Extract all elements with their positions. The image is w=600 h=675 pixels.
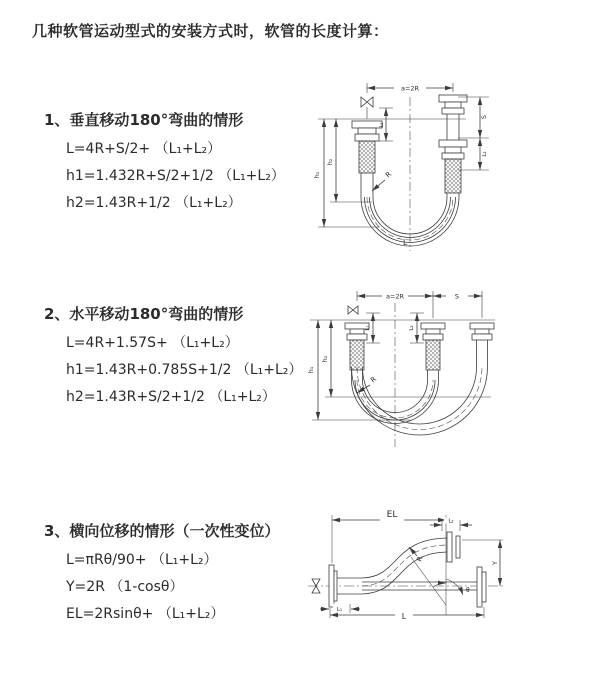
- radius-label: R: [415, 555, 425, 563]
- dim-label-s: S: [454, 292, 460, 301]
- right-pipe-fitting: [439, 95, 467, 193]
- braided-hose-section: [445, 159, 461, 193]
- valve-icon: [361, 97, 373, 107]
- section2-formula-L: L=4R+1.57S+ （L₁+L₂）: [66, 335, 239, 351]
- dim-label-a2r: a=2R: [400, 84, 420, 93]
- dim-label-el: EL: [386, 510, 398, 520]
- dim-label-h2: h₂: [326, 158, 334, 166]
- angle-theta-label: θ: [466, 587, 470, 594]
- braided-hose-section: [350, 340, 364, 370]
- braided-hose-section: [359, 141, 375, 173]
- diagram-horizontal-180-bend: [305, 285, 600, 460]
- dim-label-h2: h₂: [321, 355, 329, 363]
- diagram-vertical-180-bend: [308, 75, 593, 255]
- section3-formula-Y: Y=2R （1-cosθ）: [66, 579, 184, 595]
- hose-u-bend-drawing: [318, 83, 489, 251]
- section2-formula-h2: h2=1.43R+S/2+1/2 （L₁+L₂）: [66, 389, 276, 405]
- section1-formula-h1: h1=1.432R+S/2+1/2 （L₁+L₂）: [66, 168, 285, 184]
- hose-swing-drawing: [310, 291, 495, 447]
- section1-formula-L: L=4R+S/2+ （L₁+L₂）: [66, 141, 222, 157]
- section2-heading: 2、水平移动180°弯曲的情形: [44, 305, 244, 323]
- section3-formula-EL: EL=2Rsinθ+ （L₁+L₂）: [66, 606, 225, 622]
- radius-label: R: [384, 170, 394, 180]
- dim-label-l2: L₂: [409, 325, 415, 331]
- section3-heading: 3、横向位移的情形（一次性变位）: [44, 522, 280, 540]
- radius-label: R: [369, 375, 379, 385]
- braided-hose-section: [426, 340, 440, 370]
- section1-formula-h2: h2=1.43R+1/2 （L₁+L₂）: [66, 195, 242, 211]
- page-title: 几种软管运动型式的安装方式时，软管的长度计算：: [32, 22, 389, 40]
- dim-label-y: Y: [491, 561, 499, 565]
- dim-label-l1: L₁: [365, 325, 371, 331]
- dim-label-l: L: [401, 612, 407, 621]
- dim-label-l1: L₁: [379, 122, 385, 128]
- dim-label-l2: L₂: [448, 518, 454, 525]
- angle-construction: [411, 557, 463, 605]
- left-pipe-fitting: [352, 121, 382, 173]
- dim-label-s: S: [480, 114, 488, 120]
- hose-s-curve-drawing: [308, 515, 503, 618]
- section3-formula-L: L=πRθ/90+ （L₁+L₂）: [66, 552, 218, 568]
- section1-heading: 1、垂直移动180°弯曲的情形: [44, 111, 244, 129]
- dim-label-a2r: a=2R: [385, 292, 405, 301]
- right-pipe-fitting: [470, 323, 494, 367]
- diagram-lateral-displacement: [300, 505, 600, 645]
- valve-icon: [348, 306, 358, 314]
- dim-label-h1: h₁: [307, 366, 315, 374]
- dim-label-l1: L₁: [336, 607, 343, 613]
- dim-label-l: L: [403, 238, 408, 247]
- dim-label-h1: h₁: [313, 171, 321, 179]
- section2-formula-h1: h1=1.43R+0.785S+1/2 （L₁+L₂）: [66, 362, 303, 378]
- middle-pipe-fitting: [421, 323, 445, 370]
- hose-s-curve: [362, 538, 447, 594]
- dim-label-l2: L₂: [482, 151, 488, 157]
- upper-flange: [447, 532, 460, 562]
